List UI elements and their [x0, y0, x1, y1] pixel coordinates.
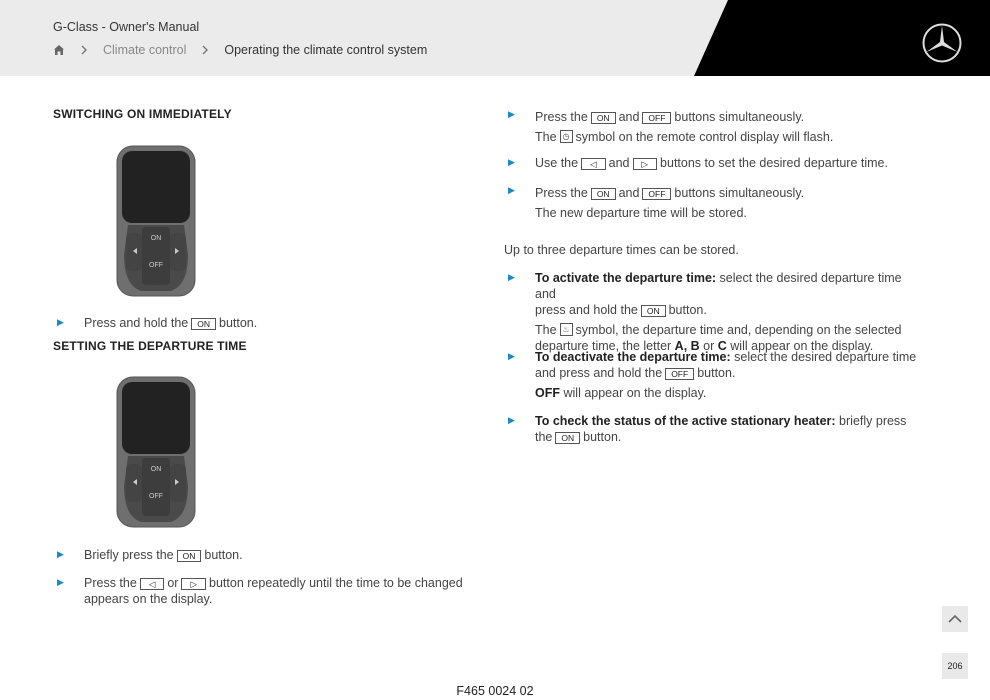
bullet-arrow-icon: ▶	[508, 272, 515, 282]
heading-switching-on: SWITCHING ON IMMEDIATELY	[53, 107, 232, 121]
breadcrumb-climate-control[interactable]: Climate control	[103, 43, 187, 57]
step-press-arrows: Press the ◁ or ▷ button repeatedly until the time to be changed appears on the display.	[84, 576, 463, 606]
page-number: 206	[947, 661, 963, 671]
bullet-arrow-icon: ▶	[57, 549, 64, 559]
on-key: ON	[641, 305, 666, 317]
right-arrow-key: ▷	[633, 158, 658, 170]
breadcrumb	[53, 41, 427, 59]
off-key: OFF	[642, 112, 671, 124]
on-key: ON	[591, 188, 616, 200]
heater-symbol-icon: ♨	[560, 323, 573, 336]
clock-symbol-icon: ◷	[560, 130, 573, 143]
mercedes-star-icon	[921, 22, 963, 64]
remote-on-label: ON	[150, 466, 162, 473]
scroll-to-top-button[interactable]	[942, 606, 968, 632]
remote-control-image	[116, 376, 196, 528]
deactivate-departure: To deactivate the departure time: select the desired departure time and press and hold the OFF button. OFF will appear on the display.	[535, 350, 917, 400]
on-key: ON	[191, 318, 216, 330]
step-briefly-press: Briefly press the ON button.	[84, 548, 243, 562]
off-key: OFF	[642, 188, 671, 200]
on-key: ON	[591, 112, 616, 124]
bullet-arrow-icon: ▶	[508, 185, 515, 195]
off-key: OFF	[665, 368, 694, 380]
step-store-time: Press the ON and OFF buttons simultaneously. The new departure time will be stored.	[535, 186, 805, 220]
document-title: G-Class - Owner's Manual	[53, 20, 200, 34]
bullet-arrow-icon: ▶	[508, 415, 515, 425]
bullet-arrow-icon: ▶	[57, 317, 64, 327]
chevron-right-icon	[79, 44, 89, 56]
chevron-right-icon	[200, 44, 210, 56]
bullet-arrow-icon: ▶	[508, 351, 515, 361]
step-press-and-hold: Press and hold the ON button.	[84, 316, 258, 330]
step-use-arrows: Use the ◁ and ▷ buttons to set the desired departure time.	[535, 156, 888, 170]
left-arrow-key: ◁	[140, 578, 165, 590]
bullet-arrow-icon: ▶	[508, 109, 515, 119]
check-heater-status: To check the status of the active stationary heater: briefly press the ON button.	[535, 414, 907, 444]
bullet-arrow-icon: ▶	[508, 157, 515, 167]
remote-off-label: OFF	[149, 262, 163, 269]
page-number-badge	[942, 653, 968, 679]
bullet-arrow-icon: ▶	[57, 577, 64, 587]
heading-setting-departure: SETTING THE DEPARTURE TIME	[53, 339, 247, 353]
remote-on-label: ON	[150, 235, 162, 242]
on-key: ON	[555, 432, 580, 444]
chevron-up-icon	[942, 606, 968, 632]
note-three-times: Up to three departure times can be stored.	[504, 243, 739, 257]
on-key: ON	[177, 550, 202, 562]
remote-off-label: OFF	[149, 493, 163, 500]
right-arrow-key: ▷	[181, 578, 206, 590]
step-press-on-off: Press the ON and OFF buttons simultaneously. The ◷ symbol on the remote control display will flash.	[535, 110, 834, 144]
activate-departure: To activate the departure time: select the desired departure time and press and hold the ON button. The ♨ symbol, the departure time and, depending on the selected departure time, the letter A, B or C will appear on the display.	[535, 271, 902, 353]
remote-control-image	[116, 145, 196, 297]
breadcrumb-current: Operating the climate control system	[224, 43, 428, 57]
left-arrow-key: ◁	[581, 158, 606, 170]
home-icon[interactable]	[53, 44, 65, 56]
figure-code: F465 0024 02	[456, 684, 534, 698]
